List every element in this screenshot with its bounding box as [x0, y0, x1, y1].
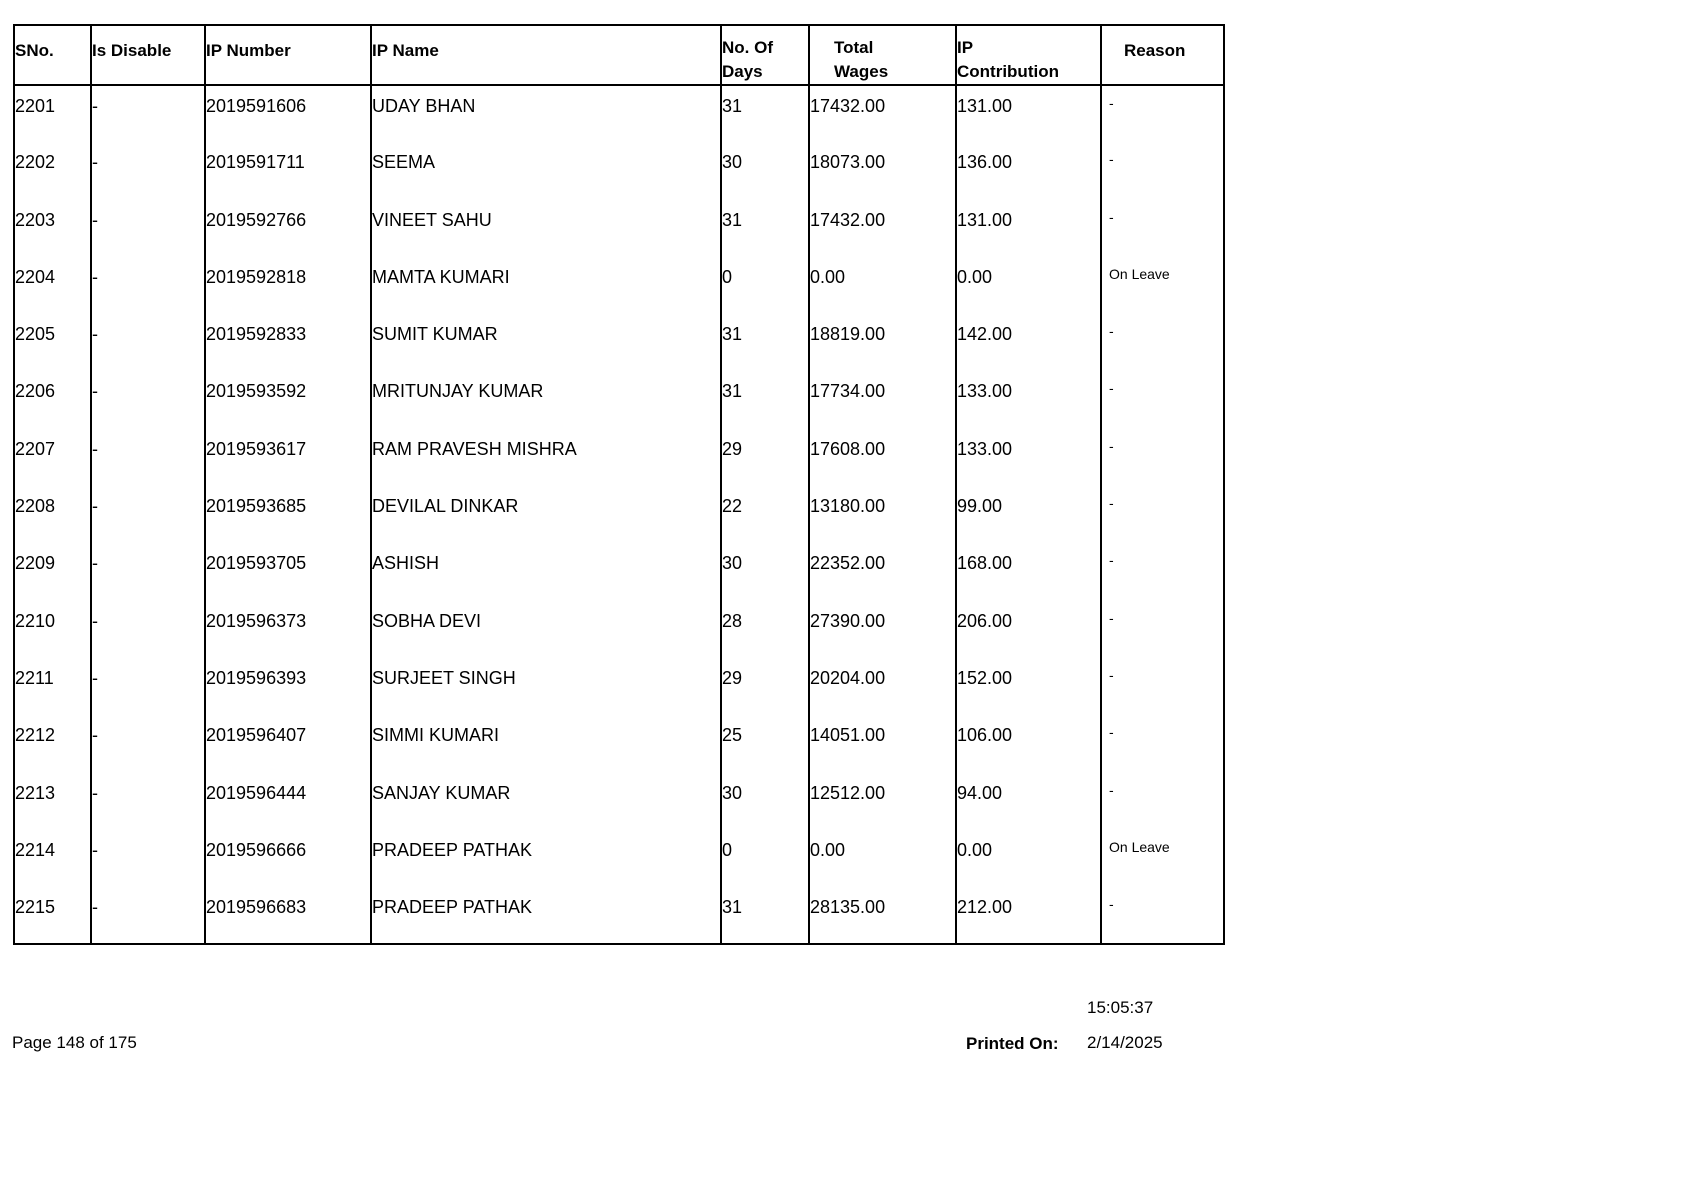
- cell-sno: 2208: [14, 486, 91, 543]
- cell-sno: 2205: [14, 314, 91, 371]
- cell-is-disable: -: [91, 429, 205, 486]
- cell-ip-name: SANJAY KUMAR: [371, 773, 721, 830]
- cell-total-wages: 20204.00: [809, 658, 956, 715]
- cell-is-disable: -: [91, 601, 205, 658]
- header-days-line1: No. Of: [722, 38, 773, 57]
- header-no-of-days: [721, 25, 809, 85]
- cell-total-wages: 14051.00: [809, 715, 956, 772]
- cell-no-of-days: 22: [721, 486, 809, 543]
- cell-no-of-days: 0: [721, 257, 809, 314]
- cell-ip-name: VINEET SAHU: [371, 200, 721, 257]
- cell-is-disable: -: [91, 200, 205, 257]
- cell-no-of-days: 31: [721, 200, 809, 257]
- table-row: [14, 142, 1224, 199]
- table-row: [14, 887, 1224, 944]
- contribution-table: [13, 24, 1225, 945]
- cell-no-of-days: 30: [721, 142, 809, 199]
- cell-ip-contribution: 131.00: [956, 200, 1101, 257]
- page-indicator: Page 148 of 175: [12, 1033, 137, 1052]
- header-sno: SNo.: [14, 25, 91, 85]
- cell-sno: 2206: [14, 371, 91, 428]
- cell-sno: 2209: [14, 543, 91, 600]
- cell-no-of-days: 31: [721, 314, 809, 371]
- cell-ip-number: 2019596444: [205, 773, 371, 830]
- cell-sno: 2207: [14, 429, 91, 486]
- header-contrib-line1: IP: [957, 38, 974, 57]
- cell-total-wages: 27390.00: [809, 601, 956, 658]
- header-row: [14, 25, 1224, 85]
- cell-sno: 2213: [14, 773, 91, 830]
- cell-ip-name: DEVILAL DINKAR: [371, 486, 721, 543]
- table-row: [14, 601, 1224, 658]
- cell-total-wages: 18819.00: [809, 314, 956, 371]
- cell-ip-name: SOBHA DEVI: [371, 601, 721, 658]
- cell-is-disable: -: [91, 85, 205, 142]
- cell-ip-contribution: 99.00: [956, 486, 1101, 543]
- cell-is-disable: -: [91, 486, 205, 543]
- cell-reason: -: [1101, 715, 1224, 772]
- cell-ip-contribution: 133.00: [956, 429, 1101, 486]
- header-reason: Reason: [1101, 25, 1224, 85]
- header-ip-contribution: [956, 25, 1101, 85]
- table-row: [14, 773, 1224, 830]
- cell-total-wages: 17432.00: [809, 85, 956, 142]
- cell-no-of-days: 30: [721, 543, 809, 600]
- cell-ip-number: 2019591606: [205, 85, 371, 142]
- cell-ip-name: SUMIT KUMAR: [371, 314, 721, 371]
- cell-sno: 2210: [14, 601, 91, 658]
- cell-reason: -: [1101, 200, 1224, 257]
- header-wages-line2: Wages: [834, 62, 889, 81]
- cell-no-of-days: 29: [721, 429, 809, 486]
- cell-ip-number: 2019593617: [205, 429, 371, 486]
- table-row: [14, 200, 1224, 257]
- cell-ip-contribution: 94.00: [956, 773, 1101, 830]
- cell-ip-name: SEEMA: [371, 142, 721, 199]
- header-ip-number: IP Number: [205, 25, 371, 85]
- cell-total-wages: 17432.00: [809, 200, 956, 257]
- cell-ip-number: 2019593592: [205, 371, 371, 428]
- cell-ip-number: 2019593685: [205, 486, 371, 543]
- cell-reason: -: [1101, 887, 1224, 944]
- header-ip-name: IP Name: [371, 25, 721, 85]
- cell-is-disable: -: [91, 257, 205, 314]
- table-row: [14, 715, 1224, 772]
- cell-no-of-days: 0: [721, 830, 809, 887]
- cell-is-disable: -: [91, 658, 205, 715]
- cell-reason: -: [1101, 85, 1224, 142]
- table-row: [14, 371, 1224, 428]
- cell-ip-contribution: 133.00: [956, 371, 1101, 428]
- table-row: [14, 830, 1224, 887]
- header-contrib-line2: Contribution: [957, 62, 1059, 81]
- cell-reason: On Leave: [1101, 830, 1224, 887]
- cell-ip-contribution: 206.00: [956, 601, 1101, 658]
- header-wages-line1: Total: [834, 38, 874, 57]
- cell-sno: 2201: [14, 85, 91, 142]
- cell-sno: 2212: [14, 715, 91, 772]
- cell-is-disable: -: [91, 715, 205, 772]
- cell-ip-name: MAMTA KUMARI: [371, 257, 721, 314]
- cell-total-wages: 17734.00: [809, 371, 956, 428]
- cell-total-wages: 0.00: [809, 257, 956, 314]
- cell-ip-number: 2019596407: [205, 715, 371, 772]
- cell-total-wages: 0.00: [809, 830, 956, 887]
- table-row: [14, 543, 1224, 600]
- cell-no-of-days: 31: [721, 371, 809, 428]
- cell-ip-name: UDAY BHAN: [371, 85, 721, 142]
- cell-no-of-days: 30: [721, 773, 809, 830]
- cell-sno: 2202: [14, 142, 91, 199]
- cell-ip-number: 2019592766: [205, 200, 371, 257]
- cell-no-of-days: 25: [721, 715, 809, 772]
- cell-no-of-days: 31: [721, 887, 809, 944]
- table-row: [14, 429, 1224, 486]
- table-header: [14, 25, 1224, 85]
- cell-ip-name: MRITUNJAY KUMAR: [371, 371, 721, 428]
- cell-ip-name: PRADEEP PATHAK: [371, 830, 721, 887]
- cell-reason: -: [1101, 314, 1224, 371]
- header-days-line2: Days: [722, 62, 763, 81]
- cell-is-disable: -: [91, 371, 205, 428]
- cell-no-of-days: 28: [721, 601, 809, 658]
- table-row: [14, 257, 1224, 314]
- header-is-disable: Is Disable: [91, 25, 205, 85]
- cell-reason: -: [1101, 142, 1224, 199]
- cell-is-disable: -: [91, 314, 205, 371]
- cell-is-disable: -: [91, 830, 205, 887]
- cell-sno: 2204: [14, 257, 91, 314]
- printed-on-label: Printed On:: [966, 1034, 1059, 1053]
- cell-total-wages: 13180.00: [809, 486, 956, 543]
- cell-ip-contribution: 106.00: [956, 715, 1101, 772]
- header-total-wages: [809, 25, 956, 85]
- table-row: [14, 314, 1224, 371]
- cell-ip-name: PRADEEP PATHAK: [371, 887, 721, 944]
- cell-no-of-days: 31: [721, 85, 809, 142]
- cell-reason: On Leave: [1101, 257, 1224, 314]
- cell-ip-number: 2019592833: [205, 314, 371, 371]
- cell-is-disable: -: [91, 543, 205, 600]
- cell-no-of-days: 29: [721, 658, 809, 715]
- cell-ip-contribution: 136.00: [956, 142, 1101, 199]
- cell-ip-contribution: 152.00: [956, 658, 1101, 715]
- cell-total-wages: 18073.00: [809, 142, 956, 199]
- cell-is-disable: -: [91, 142, 205, 199]
- cell-ip-number: 2019596683: [205, 887, 371, 944]
- cell-sno: 2203: [14, 200, 91, 257]
- cell-reason: -: [1101, 601, 1224, 658]
- cell-ip-number: 2019596393: [205, 658, 371, 715]
- cell-total-wages: 28135.00: [809, 887, 956, 944]
- cell-total-wages: 17608.00: [809, 429, 956, 486]
- cell-reason: -: [1101, 486, 1224, 543]
- cell-ip-number: 2019592818: [205, 257, 371, 314]
- cell-is-disable: -: [91, 773, 205, 830]
- cell-ip-number: 2019591711: [205, 142, 371, 199]
- print-time: 15:05:37: [1087, 998, 1154, 1017]
- cell-ip-contribution: 131.00: [956, 85, 1101, 142]
- cell-ip-number: 2019596666: [205, 830, 371, 887]
- cell-reason: -: [1101, 658, 1224, 715]
- table-row: [14, 658, 1224, 715]
- cell-ip-contribution: 212.00: [956, 887, 1101, 944]
- table-row: [14, 486, 1224, 543]
- cell-sno: 2211: [14, 658, 91, 715]
- cell-ip-name: ASHISH: [371, 543, 721, 600]
- table-body: [14, 85, 1224, 944]
- cell-ip-name: SIMMI KUMARI: [371, 715, 721, 772]
- print-date: 2/14/2025: [1087, 1033, 1163, 1052]
- cell-reason: -: [1101, 773, 1224, 830]
- cell-ip-contribution: 142.00: [956, 314, 1101, 371]
- cell-ip-contribution: 0.00: [956, 257, 1101, 314]
- cell-reason: -: [1101, 371, 1224, 428]
- cell-ip-name: RAM PRAVESH MISHRA: [371, 429, 721, 486]
- cell-is-disable: -: [91, 887, 205, 944]
- cell-ip-contribution: 168.00: [956, 543, 1101, 600]
- cell-reason: -: [1101, 429, 1224, 486]
- table-row: [14, 85, 1224, 142]
- cell-sno: 2215: [14, 887, 91, 944]
- cell-ip-number: 2019596373: [205, 601, 371, 658]
- cell-reason: -: [1101, 543, 1224, 600]
- cell-total-wages: 22352.00: [809, 543, 956, 600]
- cell-ip-name: SURJEET SINGH: [371, 658, 721, 715]
- cell-ip-number: 2019593705: [205, 543, 371, 600]
- cell-total-wages: 12512.00: [809, 773, 956, 830]
- cell-sno: 2214: [14, 830, 91, 887]
- cell-ip-contribution: 0.00: [956, 830, 1101, 887]
